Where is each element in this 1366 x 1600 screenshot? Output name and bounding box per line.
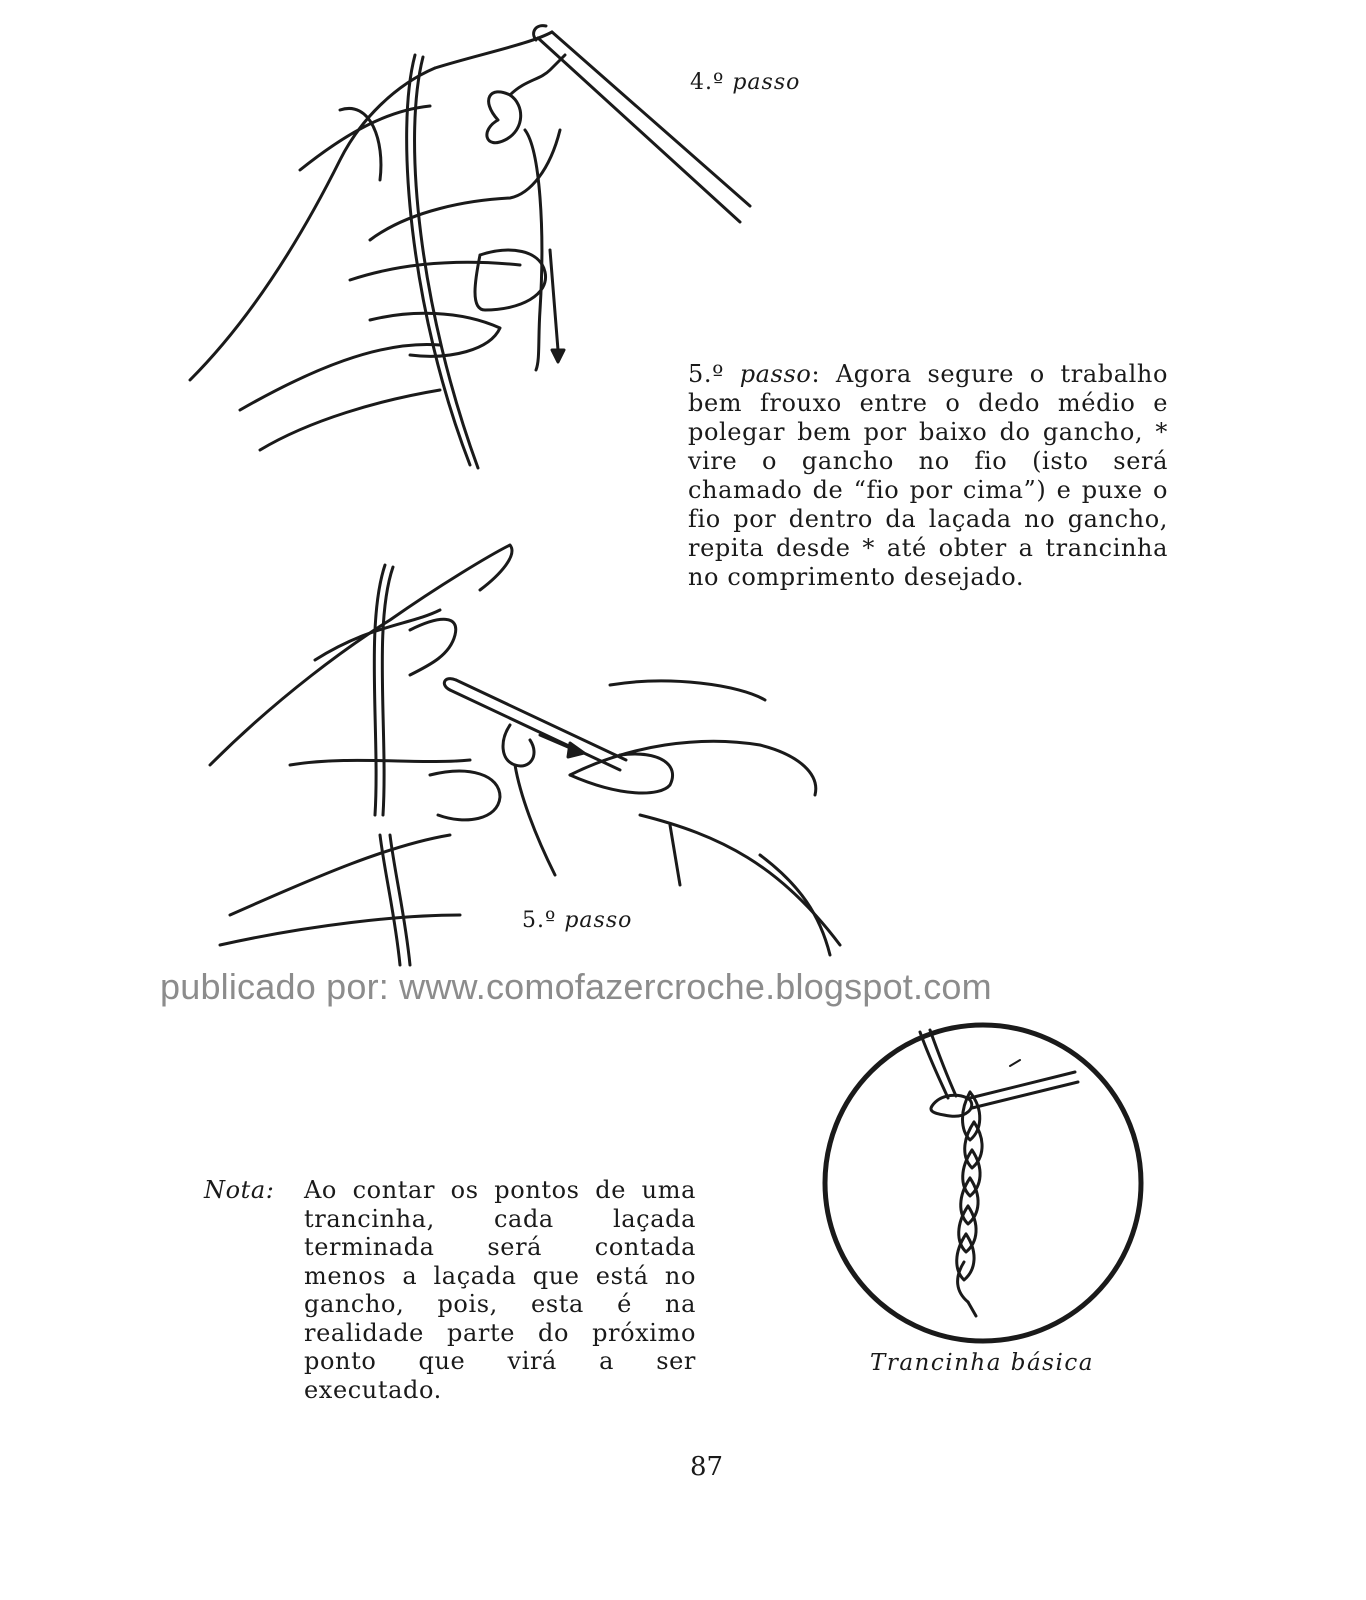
step5-label	[522, 908, 632, 933]
circle-caption: Trancinha básica	[870, 1350, 1094, 1376]
crochet-hook	[538, 38, 740, 222]
step5-heading-number: 5.º	[688, 360, 724, 388]
watermark: publicado por: www.comofazercroche.blogspot.com	[160, 966, 992, 1007]
arrow-down-icon	[552, 350, 564, 362]
chain-stitch-illustration	[820, 1020, 1150, 1350]
step5-label-number: 5.º	[522, 908, 557, 933]
chain-links	[957, 1092, 982, 1316]
step4-label	[690, 70, 800, 95]
arrow-right-icon	[568, 743, 584, 757]
note-label: Nota:	[204, 1176, 275, 1204]
right-hand-outline	[610, 681, 765, 700]
step4-label-word: passo	[732, 70, 801, 95]
frame-circle	[825, 1025, 1141, 1341]
step5-text: : Agora segure o trabalho bem frouxo entre o dedo médio e polegar bem por baixo do gancho, * vire o gancho no fio (isto será chamado de “fio por cima”) e puxe o fio por dentro da laçada no gancho, repita desde * até obter a trancinha no comprimento desejado.	[688, 360, 1168, 591]
note-text: Ao contar os pontos de uma trancinha, cada laçada terminada será contada menos a laçada que está no gancho, pois, esta é na realidade parte do próximo ponto que virá a ser executado.	[304, 1176, 696, 1404]
yarn-loop	[503, 725, 534, 766]
page-number: 87	[690, 1452, 724, 1482]
step5-label-word: passo	[564, 908, 633, 933]
step5-heading-word: passo	[739, 360, 812, 388]
step4-label-number: 4.º	[690, 70, 725, 95]
left-hand-outline	[210, 545, 512, 765]
yarn-loop	[487, 92, 521, 143]
crochet-hook	[450, 690, 620, 770]
